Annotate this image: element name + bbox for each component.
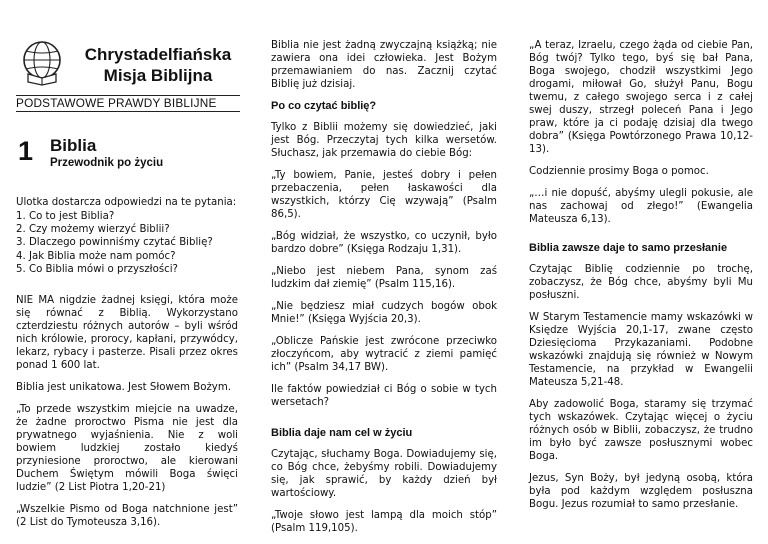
org-name-line-1: Chrystadelfiańska xyxy=(84,45,232,64)
organization-name xyxy=(78,44,238,86)
paragraph: Czytając, słuchamy Boga. Dowiadujemy się, co Bóg chce, żebyśmy robili. Dowiadujemy się, jak sprawić, by każdy dzień był wartościowy. xyxy=(271,449,497,499)
paragraph: NIE MA nigdzie żadnej księgi, która może się równać z Biblią. Wykorzystano czterdziestu różnych autorów – byli wśród nich królowie, prorocy, kapłani, przywódcy, lekarz, rybacy i pasterze. Pisali przez okres ponad 1 600 lat. xyxy=(16,295,238,371)
globe-bible-icon xyxy=(20,40,64,86)
paragraph: „Twoje słowo jest lampą dla moich stóp” (Psalm 119,105). xyxy=(271,510,497,534)
list-item: 1. Co to jest Biblia? xyxy=(16,211,115,222)
list-item: 4. Jak Biblia może nam pomóc? xyxy=(16,250,176,262)
paragraph: Codziennie prosimy Boga o pomoc. xyxy=(529,166,709,177)
paragraph: Jezus, Syn Boży, był jedyną osobą, która była pod każdym względem posłuszna Bogu. Jezus rozumiał to samo przesłanie. xyxy=(529,473,753,510)
paragraph: Ile faktów powiedział ci Bóg o sobie w tych wersetach? xyxy=(271,384,497,408)
intro-text: Ulotka dostarcza odpowiedzi na te pytania: xyxy=(16,197,237,208)
paragraph: Czytając Biblię codziennie po trochę, zobaczysz, że Bóg chce, abyśmy byli Mu posłuszni. xyxy=(529,264,753,301)
paragraph: „Ty bowiem, Panie, jesteś dobry i pełen przebaczenia, pełen łaskawości dla wszystkich, którzy Cię wzywają” (Psalm 86,5). xyxy=(271,170,497,220)
list-item: 3. Dlaczego powinniśmy czytać Biblię? xyxy=(16,237,213,249)
paragraph: Aby zadowolić Boga, staramy się trzymać tych wskazówek. Czytając więcej o życiu różnych osób w Biblii, zobaczysz, że trudno im było być zawsze posłusznymi wobec Boga. xyxy=(529,399,753,462)
paragraph: „To przede wszystkim miejcie na uwadze, że żadne proroctwo Pisma nie jest dla prywatnego wyjaśnienia. Nie z woli bowiem ludzkiej zostało kiedyś przyniesione proroctwo, ale kierowani Duchem Świętym mówili Boga święci ludzie” (2 List Piotra 1,20-21) xyxy=(16,404,238,493)
org-name-line-2: Misja Biblijna xyxy=(103,66,213,85)
section-heading: Biblia zawsze daje to samo przesłanie xyxy=(529,242,728,254)
column-2 xyxy=(271,39,497,544)
column-3 xyxy=(529,39,753,520)
paragraph: „Bóg widział, że wszystko, co uczynił, było bardzo dobre” (Księga Rodzaju 1,31). xyxy=(271,231,497,255)
paragraph: Biblia nie jest żadną zwyczajną książką; nie zawiera ona idei człowieka. Jest Bożym przemawianiem do nas. Zacznij czytać Biblię już dzisiaj. xyxy=(271,40,497,90)
section-heading: Biblia daje nam cel w życiu xyxy=(271,427,413,439)
paragraph: „…i nie dopuść, abyśmy ulegli pokusie, ale nas zachowaj od złego!” (Ewangelia Mateusza 6,13). xyxy=(529,188,753,225)
lesson-subtitle: Przewodnik po życiu xyxy=(50,157,164,169)
paragraph: „Nie będziesz miał cudzych bogów obok Mnie!” (Księga Wyjścia 20,3). xyxy=(271,301,497,325)
paragraph: Biblia jest unikatowa. Jest Słowem Bożym. xyxy=(16,382,231,393)
list-item: 5. Co Biblia mówi o przyszłości? xyxy=(16,263,178,275)
paragraph: Tylko z Biblii możemy się dowiedzieć, jaki jest Bóg. Przeczytaj tych kilka wersetów. Słuchasz, jak przemawia do ciebie Bóg: xyxy=(271,122,497,159)
lesson-number: 1 xyxy=(18,136,34,166)
lesson-title: Biblia xyxy=(50,136,97,155)
list-item: 2. Czy możemy wierzyć Biblii? xyxy=(16,224,170,236)
paragraph: „A teraz, Izraelu, czego żąda od ciebie Pan, Bóg twój? Tylko tego, byś się bał Pana, Boga swojego, chodził wszystkimi Jego drogami, miłował Go, służył Panu, Bogu twemu, z całego swojego serca i z całej swej duszy, strzegł poleceń Pana i Jego praw, które ja ci podaję dzisiaj dla twego dobra” (Księga Powtórzonego Prawa 10,12-13). xyxy=(529,40,753,155)
paragraph: „Wszelkie Pismo od Boga natchnione jest” (2 List do Tymoteusza 3,16). xyxy=(16,504,238,528)
column-1-body xyxy=(16,294,238,538)
paragraph: „Oblicze Pańskie jest zwrócone przeciwko złoczyńcom, aby wytracić z ziemi pamięć ich” (Psalm 34,17 BW). xyxy=(271,336,497,373)
section-heading: Po co czytać biblię? xyxy=(271,100,377,112)
series-title: PODSTAWOWE PRAWDY BIBLIJNE xyxy=(16,96,217,110)
question-list xyxy=(16,210,238,276)
divider xyxy=(16,111,240,112)
paragraph: W Starym Testamencie mamy wskazówki w Księdze Wyjścia 20,1-17, zwane często Dziesięcioma Przykazaniami. Podobne wskazówki znajdują się również w Nowym Testamencie, na przykład w Ewangelii Mateusza 5,21-48. xyxy=(529,312,753,388)
paragraph: „Niebo jest niebem Pana, synom zaś ludzkim dał ziemię” (Psalm 115,16). xyxy=(271,266,497,290)
